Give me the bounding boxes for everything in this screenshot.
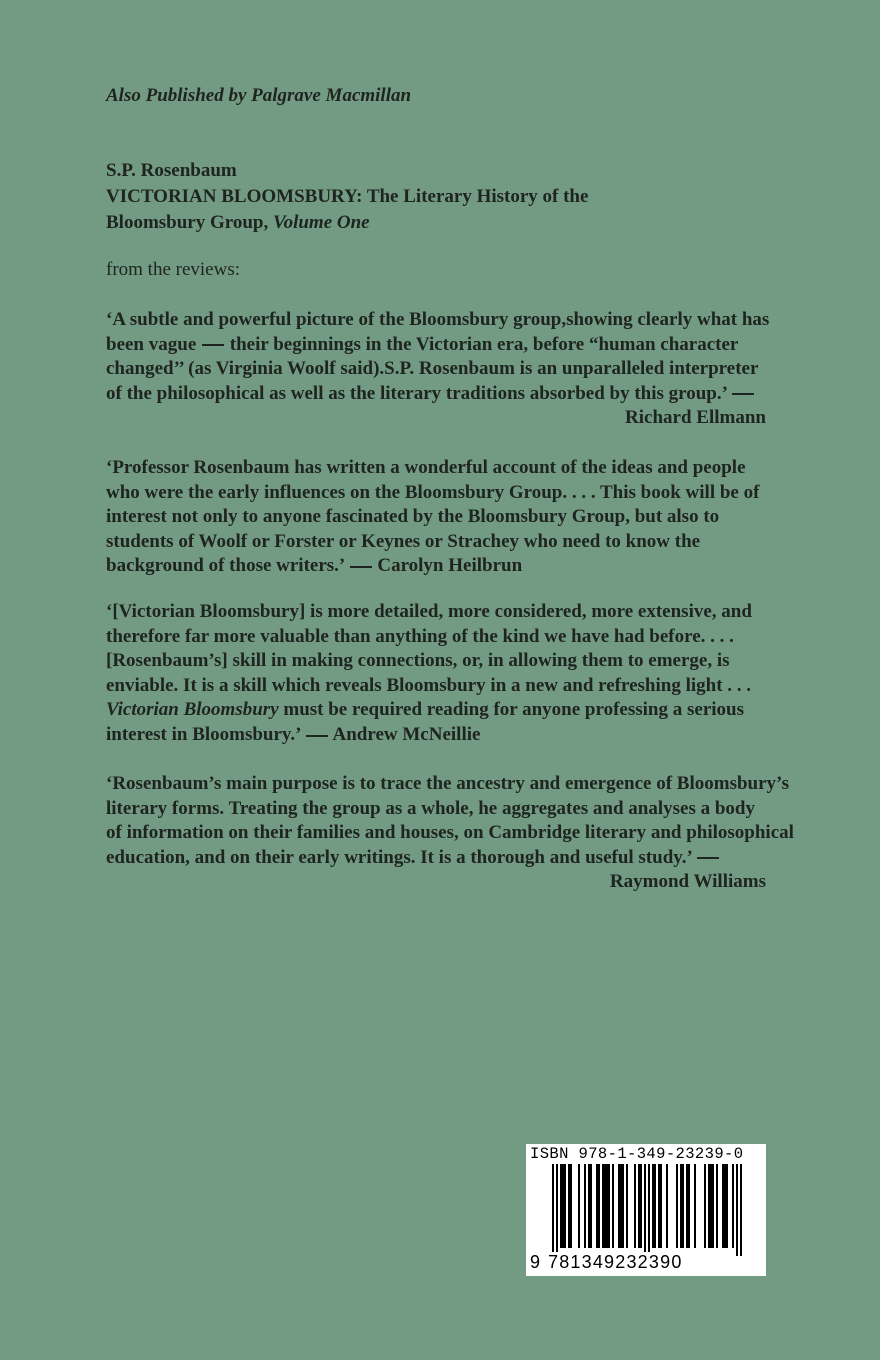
barcode-bar bbox=[710, 1164, 712, 1248]
barcode-bar bbox=[588, 1164, 590, 1248]
review-line-rest: their beginnings in the Victorian era, before “human character bbox=[229, 333, 739, 355]
isbn-barcode bbox=[526, 1144, 766, 1276]
barcode-bar bbox=[584, 1164, 586, 1248]
book-title-group: Bloomsbury Group, bbox=[106, 212, 269, 233]
barcode-bar bbox=[552, 1164, 554, 1256]
barcode-bar bbox=[648, 1164, 650, 1256]
review-attribution: Raymond Williams bbox=[609, 871, 766, 893]
barcode-bar bbox=[560, 1164, 562, 1248]
barcode-bar bbox=[680, 1164, 682, 1248]
barcode-bar bbox=[726, 1164, 728, 1248]
review-line bbox=[106, 698, 766, 723]
review-line-text: of the philosophical as well as the literary traditions absorbed by this group.’ bbox=[106, 382, 727, 404]
barcode-bar bbox=[618, 1164, 620, 1248]
review-line bbox=[106, 723, 766, 748]
review-italic-title: Victorian Bloomsbury bbox=[106, 699, 279, 721]
review-attribution: Andrew McNeillie bbox=[332, 723, 481, 745]
book-volume: Volume One bbox=[273, 212, 370, 233]
review-line: students of Woolf or Forster or Keynes or Strachey who need to know the bbox=[106, 530, 701, 552]
barcode-bars bbox=[532, 1164, 760, 1256]
barcode-bar bbox=[602, 1164, 604, 1248]
barcode-bar bbox=[598, 1164, 600, 1248]
barcode-bar bbox=[578, 1164, 580, 1248]
review-line bbox=[106, 846, 766, 871]
barcode-bar bbox=[608, 1164, 610, 1248]
review-line bbox=[106, 554, 766, 579]
review-line: enviable. It is a skill which reveals Bloomsbury in a new and refreshing light . . . bbox=[106, 674, 752, 696]
review-attribution: Carolyn Heilbrun bbox=[377, 555, 523, 577]
barcode-bar bbox=[556, 1164, 558, 1256]
barcode-bar bbox=[596, 1164, 598, 1248]
barcode-bar bbox=[604, 1164, 606, 1248]
barcode-bar bbox=[676, 1164, 678, 1248]
barcode-digits bbox=[530, 1252, 762, 1273]
barcode-bar bbox=[694, 1164, 696, 1248]
barcode-bar bbox=[724, 1164, 726, 1248]
review-line: [Rosenbaum’s] skill in making connections, or, in allowing them to emerge, is bbox=[106, 650, 730, 672]
barcode-bar bbox=[708, 1164, 710, 1248]
review-line bbox=[106, 382, 766, 407]
barcode-bar bbox=[562, 1164, 564, 1248]
review-line: interest not only to anyone fascinated by the Bloomsbury Group, but also to bbox=[106, 506, 720, 528]
review-line bbox=[106, 333, 766, 358]
barcode-bar bbox=[740, 1164, 742, 1256]
barcode-bar bbox=[712, 1164, 714, 1248]
barcode-bar bbox=[654, 1164, 656, 1248]
em-dash bbox=[306, 735, 328, 737]
em-dash bbox=[697, 857, 719, 859]
review-williams bbox=[106, 772, 794, 895]
em-dash bbox=[732, 393, 754, 395]
review-attribution: Richard Ellmann bbox=[625, 407, 766, 429]
review-line: literary forms. Treating the group as a whole, he aggregates and analyses a body bbox=[106, 797, 755, 819]
review-line-text: interest in Bloomsbury.’ bbox=[106, 723, 301, 745]
barcode-bar bbox=[634, 1164, 636, 1248]
review-ellmann bbox=[106, 308, 770, 431]
barcode-bar bbox=[704, 1164, 706, 1248]
barcode-bar bbox=[682, 1164, 684, 1248]
review-line: ‘A subtle and powerful picture of the Bloomsbury group,showing clearly what has bbox=[106, 309, 770, 330]
also-published-heading: Also Published by Palgrave Macmillan bbox=[106, 85, 412, 106]
barcode-bar bbox=[652, 1164, 654, 1248]
review-line-text: must be required reading for anyone professing a serious bbox=[278, 699, 744, 721]
barcode-bar bbox=[640, 1164, 642, 1248]
review-heilbrun bbox=[106, 456, 766, 579]
barcode-bar bbox=[722, 1164, 724, 1248]
barcode-bar bbox=[666, 1164, 668, 1248]
review-mcneillie bbox=[106, 600, 766, 748]
barcode-bar bbox=[660, 1164, 662, 1248]
barcode-bar bbox=[568, 1164, 570, 1248]
isbn-label: ISBN 978-1-349-23239-0 bbox=[530, 1145, 744, 1163]
em-dash bbox=[350, 566, 372, 568]
from-reviews-label: from the reviews: bbox=[106, 259, 241, 280]
barcode-bar bbox=[590, 1164, 592, 1248]
review-line: ‘Rosenbaum’s main purpose is to trace the ancestry and emergence of Bloomsbury’s bbox=[106, 773, 790, 794]
barcode-bar bbox=[736, 1164, 738, 1256]
barcode-bar bbox=[564, 1164, 566, 1248]
book-listing bbox=[106, 158, 766, 236]
review-line: of information on their families and houses, on Cambridge literary and philosophical bbox=[106, 822, 794, 844]
book-title-line-2 bbox=[106, 210, 766, 236]
barcode-bar bbox=[732, 1164, 734, 1248]
barcode-bar bbox=[570, 1164, 572, 1248]
review-line-text: background of those writers.’ bbox=[106, 555, 344, 577]
review-line: therefore far more valuable than anything of the kind we have had before. . . . bbox=[106, 625, 734, 647]
barcode-bar bbox=[716, 1164, 718, 1248]
barcode-bar bbox=[658, 1164, 660, 1248]
barcode-bar bbox=[620, 1164, 622, 1248]
barcode-bar bbox=[612, 1164, 614, 1248]
review-line: who were the early influences on the Bloomsbury Group. . . . This book will be of bbox=[106, 481, 760, 503]
barcode-lead-digit: 9 bbox=[530, 1252, 542, 1272]
barcode-bar bbox=[606, 1164, 608, 1248]
review-line: changed’’ (as Virginia Woolf said).S.P. Rosenbaum is an unparalleled interpreter bbox=[106, 358, 759, 380]
barcode-bar bbox=[638, 1164, 640, 1248]
review-line: ‘Professor Rosenbaum has written a wonderful account of the ideas and people bbox=[106, 457, 746, 478]
book-author: S.P. Rosenbaum bbox=[106, 160, 237, 181]
barcode-number: 781349232390 bbox=[548, 1252, 683, 1272]
review-line: ‘[Victorian Bloomsbury] is more detailed, more considered, more extensive, and bbox=[106, 601, 752, 622]
barcode-bar bbox=[686, 1164, 688, 1248]
barcode-bar bbox=[622, 1164, 624, 1248]
review-line-text: education, and on their early writings. It is a thorough and useful study.’ bbox=[106, 846, 692, 868]
barcode-bar bbox=[626, 1164, 628, 1248]
review-line-prefix: been vague bbox=[106, 333, 197, 355]
barcode-bar bbox=[688, 1164, 690, 1248]
barcode-bar bbox=[644, 1164, 646, 1256]
book-title-line-1: VICTORIAN BLOOMSBURY: The Literary History of the bbox=[106, 186, 589, 207]
em-dash bbox=[202, 344, 224, 346]
